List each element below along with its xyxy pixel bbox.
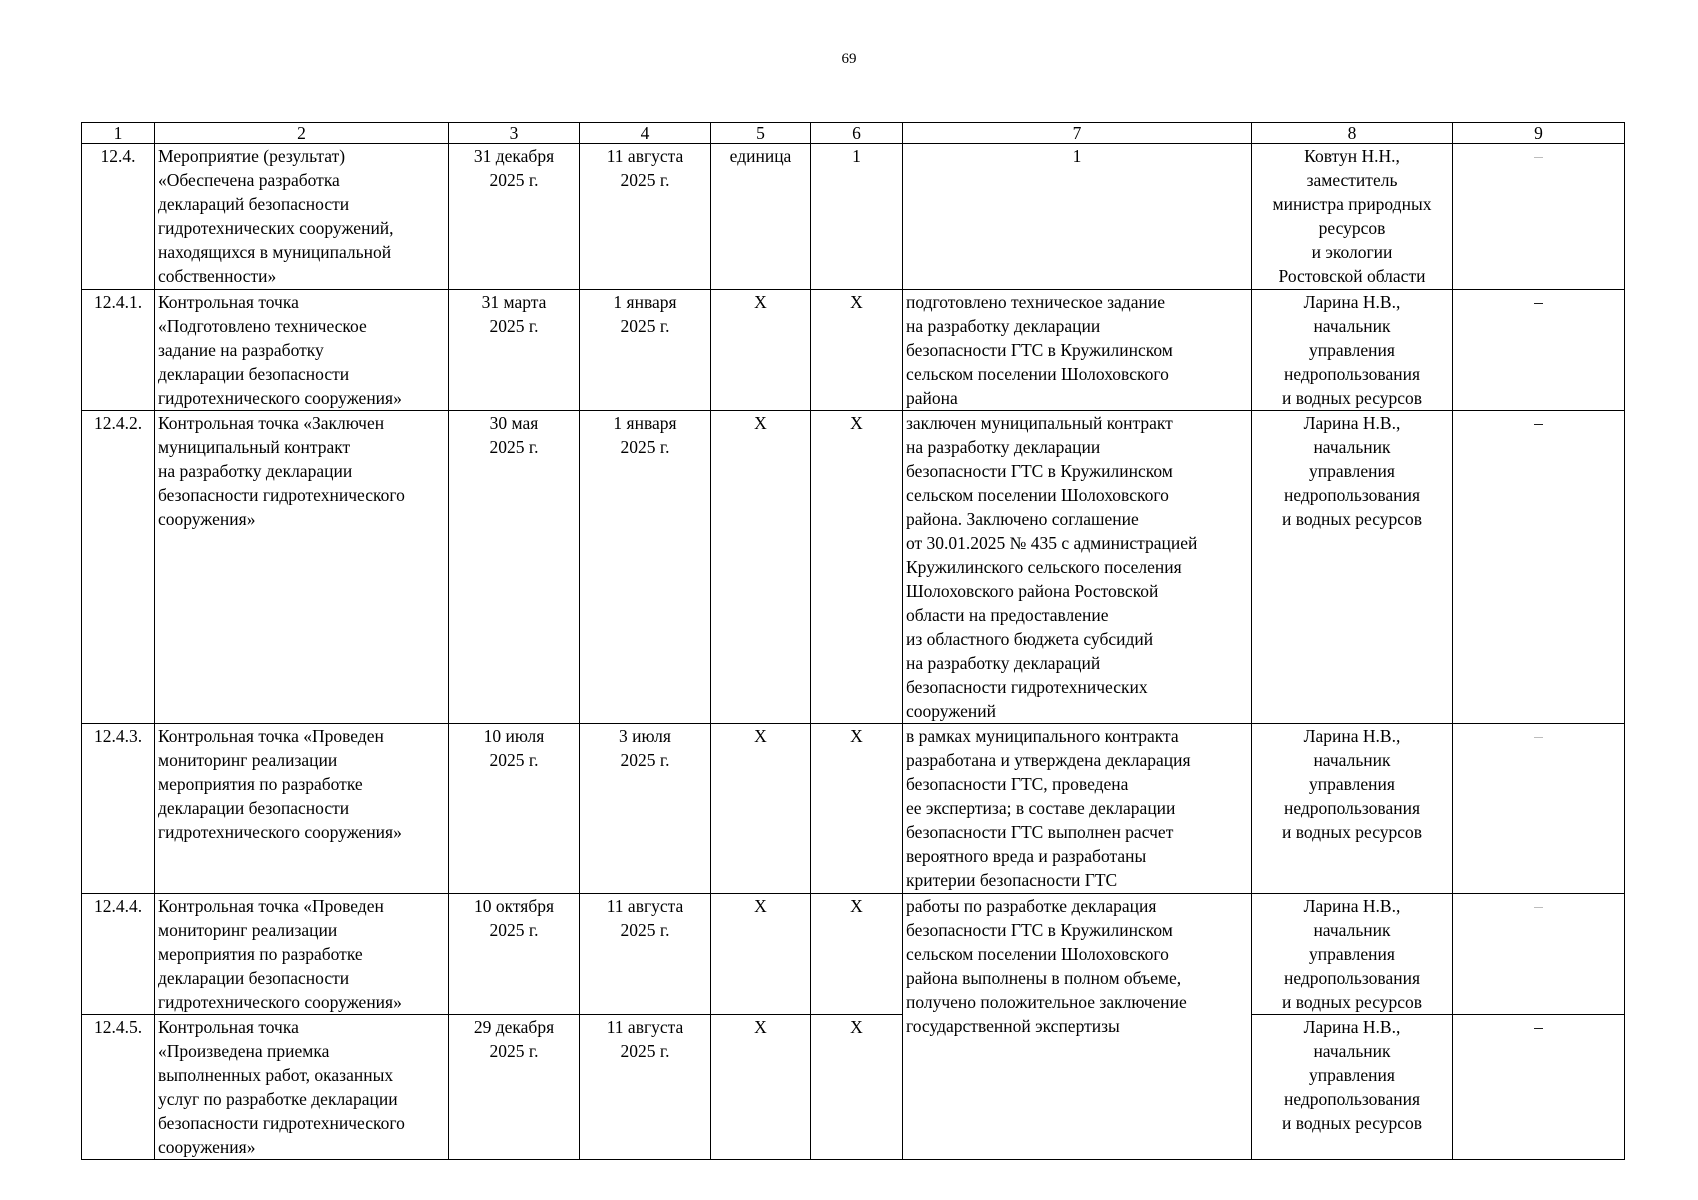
plan-value: X bbox=[811, 894, 903, 1015]
column-header-6: 6 bbox=[811, 123, 903, 144]
fact-description: работы по разработке декларация безопасности ГТС в Кружилинском сельском поселении Шолоховского района выполнены в полном объеме, получено положительное заключение государственной экспертизы bbox=[903, 894, 1252, 1160]
note-dash: – bbox=[1453, 894, 1625, 1015]
plan-date: 10 октября 2025 г. bbox=[449, 894, 580, 1015]
plan-value: 1 bbox=[811, 144, 903, 290]
page-number: 69 bbox=[841, 51, 857, 67]
row-number: 12.4. bbox=[82, 144, 155, 290]
unit-cell: X bbox=[711, 411, 811, 724]
unit-cell: X bbox=[711, 1015, 811, 1160]
responsible-person: Ларина Н.В., начальник управления недропользования и водных ресурсов bbox=[1252, 894, 1453, 1015]
event-name: Контрольная точка «Проведен мониторинг реализации мероприятия по разработке декларации безопасности гидротехнического сооружения» bbox=[155, 724, 449, 894]
row-number: 12.4.4. bbox=[82, 894, 155, 1015]
responsible-person: Ларина Н.В., начальник управления недропользования и водных ресурсов bbox=[1252, 1015, 1453, 1160]
note-dash: – bbox=[1453, 144, 1625, 290]
fact-date: 1 января 2025 г. bbox=[580, 411, 711, 724]
column-header-1: 1 bbox=[82, 123, 155, 144]
fact-description: подготовлено техническое задание на разработку декларации безопасности ГТС в Кружилинском сельском поселении Шолоховского района bbox=[903, 290, 1252, 411]
event-name: Контрольная точка «Проведен мониторинг реализации мероприятия по разработке декларации безопасности гидротехнического сооружения» bbox=[155, 894, 449, 1015]
responsible-person: Ларина Н.В., начальник управления недропользования и водных ресурсов bbox=[1252, 290, 1453, 411]
plan-value: X bbox=[811, 724, 903, 894]
note-dash: – bbox=[1453, 290, 1625, 411]
note-dash: – bbox=[1453, 411, 1625, 724]
column-header-3: 3 bbox=[449, 123, 580, 144]
event-name: Контрольная точка «Подготовлено техническое задание на разработку декларации безопасности гидротехнического сооружения» bbox=[155, 290, 449, 411]
unit-cell: единица bbox=[711, 144, 811, 290]
plan-date: 29 декабря 2025 г. bbox=[449, 1015, 580, 1160]
row-number: 12.4.1. bbox=[82, 290, 155, 411]
plan-date: 30 мая 2025 г. bbox=[449, 411, 580, 724]
unit-cell: X bbox=[711, 290, 811, 411]
column-header-8: 8 bbox=[1252, 123, 1453, 144]
fact-description: заключен муниципальный контракт на разработку декларации безопасности ГТС в Кружилинском сельском поселении Шолоховского района. Заключено соглашение от 30.01.2025 № 435 с администрацией Кружилинского сельского поселения Шолоховского района Ростовской области на предоставление из областного бюджета субсидий на разработку деклараций безопасности гидротехнических сооружений bbox=[903, 411, 1252, 724]
table-row bbox=[82, 411, 1625, 724]
plan-date: 10 июля 2025 г. bbox=[449, 724, 580, 894]
fact-date: 11 августа 2025 г. bbox=[580, 894, 711, 1015]
fact-date: 11 августа 2025 г. bbox=[580, 144, 711, 290]
event-name: Контрольная точка «Заключен муниципальный контракт на разработку декларации безопасности гидротехнического сооружения» bbox=[155, 411, 449, 724]
fact-date: 3 июля 2025 г. bbox=[580, 724, 711, 894]
unit-cell: X bbox=[711, 894, 811, 1015]
column-header-7: 7 bbox=[903, 123, 1252, 144]
plan-value: X bbox=[811, 411, 903, 724]
fact-description: в рамках муниципального контракта разработана и утверждена декларация безопасности ГТС, проведена ее экспертиза; в составе декларации безопасности ГТС выполнен расчет вероятного вреда и разработаны критерии безопасности ГТС bbox=[903, 724, 1252, 894]
fact-date: 1 января 2025 г. bbox=[580, 290, 711, 411]
responsible-person: Ларина Н.В., начальник управления недропользования и водных ресурсов bbox=[1252, 411, 1453, 724]
note-dash: – bbox=[1453, 724, 1625, 894]
table-row bbox=[82, 144, 1625, 290]
note-dash: – bbox=[1453, 1015, 1625, 1160]
report-table bbox=[81, 122, 1625, 1160]
fact-date: 11 августа 2025 г. bbox=[580, 1015, 711, 1160]
plan-date: 31 марта 2025 г. bbox=[449, 290, 580, 411]
column-header-2: 2 bbox=[155, 123, 449, 144]
plan-date: 31 декабря 2025 г. bbox=[449, 144, 580, 290]
responsible-person: Ковтун Н.Н., заместитель министра природных ресурсов и экологии Ростовской области bbox=[1252, 144, 1453, 290]
event-name: Контрольная точка «Произведена приемка выполненных работ, оказанных услуг по разработке декларации безопасности гидротехнического сооружения» bbox=[155, 1015, 449, 1160]
table-row bbox=[82, 894, 1625, 1015]
row-number: 12.4.2. bbox=[82, 411, 155, 724]
fact-value: 1 bbox=[903, 144, 1252, 290]
header-row bbox=[82, 123, 1625, 144]
row-number: 12.4.3. bbox=[82, 724, 155, 894]
table-row bbox=[82, 290, 1625, 411]
column-header-5: 5 bbox=[711, 123, 811, 144]
column-header-9: 9 bbox=[1453, 123, 1625, 144]
responsible-person: Ларина Н.В., начальник управления недропользования и водных ресурсов bbox=[1252, 724, 1453, 894]
event-name: Мероприятие (результат) «Обеспечена разработка деклараций безопасности гидротехнических сооружений, находящихся в муниципальной собственности» bbox=[155, 144, 449, 290]
unit-cell: X bbox=[711, 724, 811, 894]
row-number: 12.4.5. bbox=[82, 1015, 155, 1160]
table-row bbox=[82, 724, 1625, 894]
column-header-4: 4 bbox=[580, 123, 711, 144]
plan-value: X bbox=[811, 1015, 903, 1160]
table-row bbox=[82, 1015, 1625, 1160]
plan-value: X bbox=[811, 290, 903, 411]
